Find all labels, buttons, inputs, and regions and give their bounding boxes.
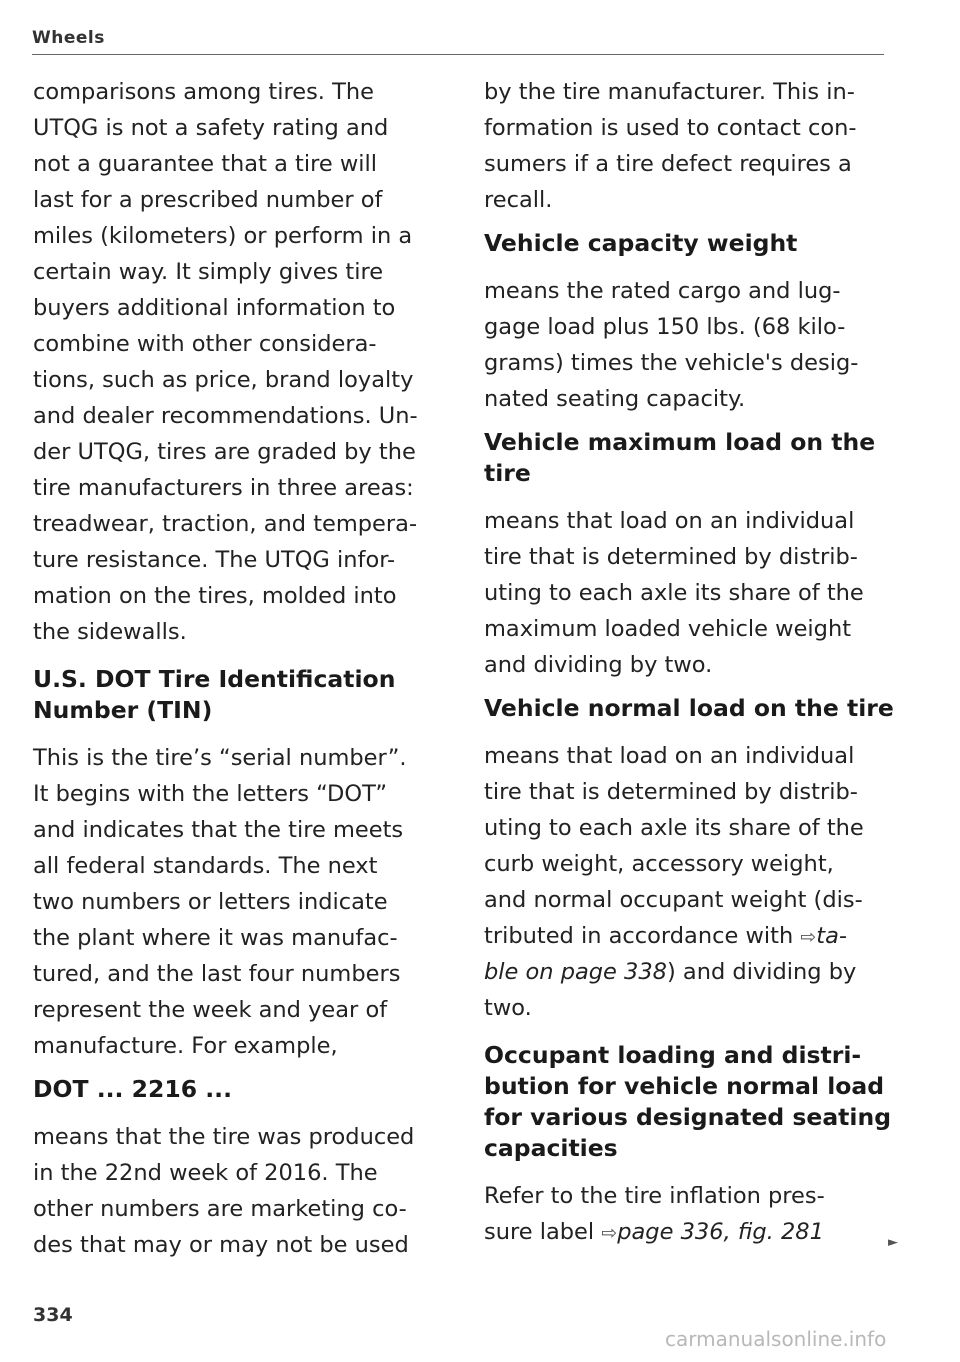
text-line: and indicates that the tire meets bbox=[33, 817, 404, 843]
text-line: gage load plus 150 lbs. (68 kilo- bbox=[484, 314, 846, 340]
text-line: means that load on an individual bbox=[484, 508, 855, 534]
right-paragraph-recall bbox=[484, 74, 884, 218]
text-line: formation is used to contact con- bbox=[484, 115, 857, 141]
heading-line: Number (TIN) bbox=[33, 696, 213, 724]
text-line: curb weight, accessory weight, bbox=[484, 851, 834, 877]
text-line: tions, such as price, brand loyalty bbox=[33, 367, 414, 393]
text-line: der UTQG, tires are graded by the bbox=[33, 439, 416, 465]
heading-tin bbox=[33, 664, 453, 726]
right-paragraph-capacity bbox=[484, 273, 884, 417]
text-line: means that load on an individual bbox=[484, 743, 855, 769]
text-line: tire manufacturers in three areas: bbox=[33, 475, 414, 501]
text-span: ) and dividing by bbox=[667, 959, 857, 985]
text-line: ture resistance. The UTQG infor- bbox=[33, 547, 396, 573]
text-line: in the 22nd week of 2016. The bbox=[33, 1160, 378, 1186]
left-column bbox=[33, 74, 453, 1263]
text-line: sumers if a tire defect requires a bbox=[484, 151, 852, 177]
watermark: carmanualsonline.info bbox=[665, 1327, 887, 1351]
text-line: mation on the tires, molded into bbox=[33, 583, 397, 609]
page-number: 334 bbox=[33, 1304, 73, 1326]
arrow-right-icon: ⇨ bbox=[601, 1222, 618, 1244]
right-paragraph-normal-load bbox=[484, 738, 884, 1026]
right-paragraph-max-load bbox=[484, 503, 884, 683]
text-line: buyers additional information to bbox=[33, 295, 396, 321]
text-line: and normal occupant weight (dis- bbox=[484, 887, 863, 913]
heading-line: bution for vehicle normal load bbox=[484, 1072, 885, 1100]
text-line: not a guarantee that a tire will bbox=[33, 151, 377, 177]
text-line: comparisons among tires. The bbox=[33, 79, 374, 105]
text-line: manufacture. For example, bbox=[33, 1033, 338, 1059]
text-line bbox=[484, 918, 884, 954]
text-line: and dealer recommendations. Un- bbox=[33, 403, 418, 429]
heading-line: for various designated seating bbox=[484, 1103, 892, 1131]
text-line: means that the tire was produced bbox=[33, 1124, 415, 1150]
page-header bbox=[32, 14, 884, 55]
text-line bbox=[484, 1214, 884, 1250]
text-line: nated seating capacity. bbox=[484, 386, 746, 412]
text-line: the sidewalls. bbox=[33, 619, 187, 645]
right-column bbox=[484, 74, 894, 1250]
text-line: by the tire manufacturer. This in- bbox=[484, 79, 855, 105]
text-line: other numbers are marketing co- bbox=[33, 1196, 407, 1222]
text-line: means the rated cargo and lug- bbox=[484, 278, 841, 304]
text-line: the plant where it was manufac- bbox=[33, 925, 398, 951]
left-paragraph-example bbox=[33, 1119, 453, 1263]
text-line: two. bbox=[484, 995, 532, 1021]
text-line: two numbers or letters indicate bbox=[33, 889, 388, 915]
figure-page-link[interactable]: page 336, fig. 281 bbox=[617, 1219, 824, 1245]
text-line bbox=[484, 954, 884, 990]
arrow-right-icon: ⇨ bbox=[800, 926, 817, 948]
continued-triangle-icon: ► bbox=[888, 1235, 898, 1250]
text-span: tributed in accordance with bbox=[484, 923, 801, 949]
text-line: recall. bbox=[484, 187, 553, 213]
right-paragraph-occupant bbox=[484, 1178, 884, 1250]
left-paragraph-utqg bbox=[33, 74, 453, 650]
heading-line: U.S. DOT Tire Identification bbox=[33, 665, 396, 693]
text-line: tire that is determined by distrib- bbox=[484, 544, 858, 570]
text-line: last for a prescribed number of bbox=[33, 187, 383, 213]
heading-line: capacities bbox=[484, 1134, 618, 1162]
text-line: Refer to the tire inflation pres- bbox=[484, 1183, 825, 1209]
table-page-link-cont[interactable]: ble on page 338 bbox=[484, 959, 667, 985]
text-line: This is the tire’s “serial number”. bbox=[33, 745, 407, 771]
text-line: tire that is determined by distrib- bbox=[484, 779, 858, 805]
text-line: miles (kilometers) or perform in a bbox=[33, 223, 413, 249]
text-line: uting to each axle its share of the bbox=[484, 580, 864, 606]
text-line: uting to each axle its share of the bbox=[484, 815, 864, 841]
heading-line: tire bbox=[484, 459, 531, 487]
text-line: UTQG is not a safety rating and bbox=[33, 115, 389, 141]
dot-example-code: DOT ... 2216 ... bbox=[33, 1075, 233, 1103]
section-title: Wheels bbox=[32, 28, 105, 48]
heading-normal-load: Vehicle normal load on the tire bbox=[484, 694, 894, 722]
heading-occupant-loading bbox=[484, 1040, 892, 1164]
text-line: It begins with the letters “DOT” bbox=[33, 781, 387, 807]
left-paragraph-tin bbox=[33, 740, 453, 1064]
text-line: des that may or may not be used bbox=[33, 1232, 409, 1258]
text-line: all federal standards. The next bbox=[33, 853, 378, 879]
text-line: certain way. It simply gives tire bbox=[33, 259, 384, 285]
text-span: sure label bbox=[484, 1219, 602, 1245]
heading-line: Vehicle maximum load on the bbox=[484, 428, 876, 456]
text-line: maximum loaded vehicle weight bbox=[484, 616, 852, 642]
text-line: represent the week and year of bbox=[33, 997, 388, 1023]
text-line: tured, and the last four numbers bbox=[33, 961, 401, 987]
text-line: combine with other considera- bbox=[33, 331, 377, 357]
heading-capacity-weight: Vehicle capacity weight bbox=[484, 229, 798, 257]
table-page-link[interactable]: ta- bbox=[816, 923, 848, 949]
heading-line: Occupant loading and distri- bbox=[484, 1041, 862, 1069]
text-line: grams) times the vehicle's desig- bbox=[484, 350, 859, 376]
text-line: and dividing by two. bbox=[484, 652, 713, 678]
heading-max-load bbox=[484, 427, 884, 489]
text-line: treadwear, traction, and tempera- bbox=[33, 511, 418, 537]
